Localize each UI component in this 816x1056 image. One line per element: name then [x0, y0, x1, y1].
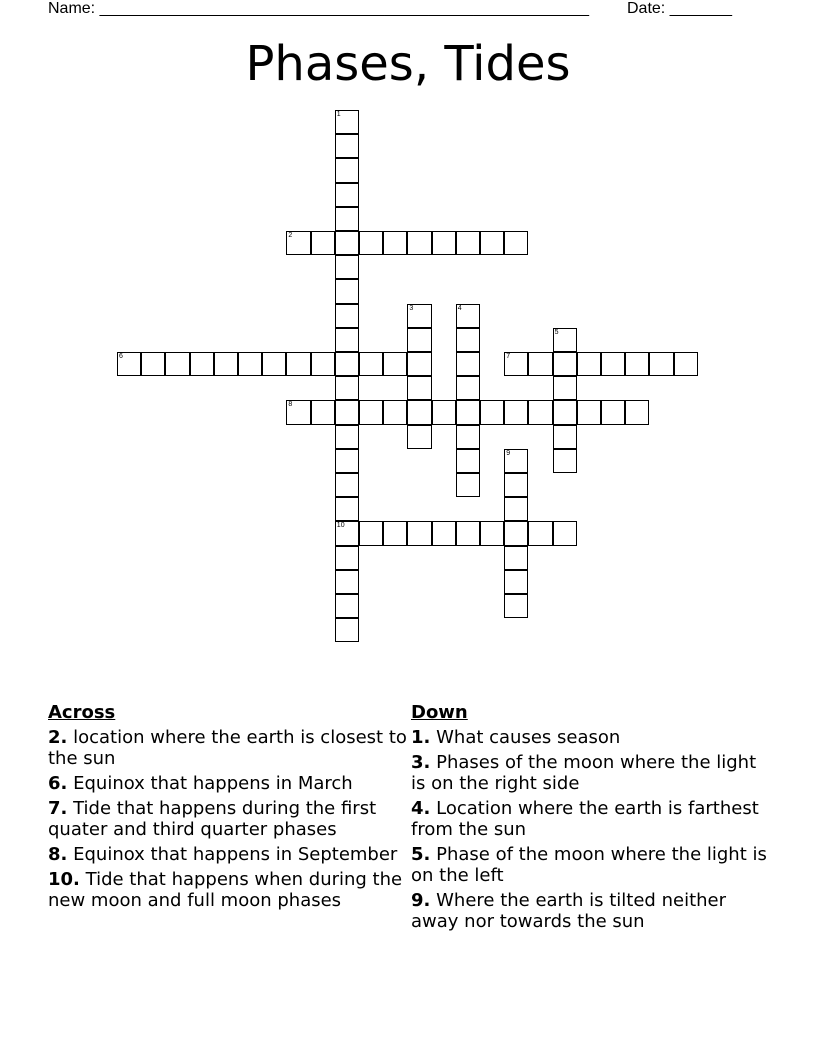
crossword-cell[interactable]	[504, 449, 528, 473]
crossword-cell[interactable]	[335, 376, 359, 400]
down-clue	[411, 727, 771, 748]
clue-number: 4.	[411, 798, 431, 819]
crossword-cell[interactable]	[456, 352, 480, 376]
clue-number-label: 3	[409, 304, 414, 312]
crossword-cell[interactable]	[335, 618, 359, 642]
clue-text: Phases of the moon where the light is on the right side	[411, 752, 757, 794]
clue-text: Equinox that happens in March	[73, 773, 353, 794]
crossword-cell[interactable]	[311, 400, 335, 424]
date-blank[interactable]: _______	[669, 0, 732, 17]
clue-number-label: 8	[288, 401, 293, 409]
crossword-cell[interactable]	[407, 352, 431, 376]
crossword-cell[interactable]	[359, 400, 383, 424]
across-clue	[48, 798, 408, 840]
down-heading: Down	[411, 702, 468, 723]
crossword-cell[interactable]	[432, 521, 456, 545]
crossword-cell[interactable]	[383, 521, 407, 545]
crossword-cell[interactable]	[456, 449, 480, 473]
crossword-cell[interactable]	[407, 425, 431, 449]
crossword-cell[interactable]	[480, 521, 504, 545]
crossword-cell[interactable]	[456, 231, 480, 255]
crossword-cell[interactable]	[359, 521, 383, 545]
crossword-cell[interactable]	[335, 473, 359, 497]
crossword-cell[interactable]	[262, 352, 286, 376]
clue-number: 8.	[48, 844, 68, 865]
crossword-cell[interactable]	[117, 352, 141, 376]
crossword-cell[interactable]	[335, 110, 359, 134]
crossword-cell[interactable]	[286, 400, 310, 424]
crossword-cell[interactable]	[335, 400, 359, 424]
crossword-cell[interactable]	[335, 279, 359, 303]
crossword-cell[interactable]	[577, 400, 601, 424]
crossword-cell[interactable]	[577, 352, 601, 376]
crossword-cell[interactable]	[504, 594, 528, 618]
crossword-cell[interactable]	[335, 352, 359, 376]
crossword-cell[interactable]	[407, 521, 431, 545]
crossword-cell[interactable]	[141, 352, 165, 376]
clue-number: 1.	[411, 727, 431, 748]
crossword-cell[interactable]	[335, 158, 359, 182]
crossword-cell[interactable]	[674, 352, 698, 376]
crossword-cell[interactable]	[335, 425, 359, 449]
crossword-cell[interactable]	[456, 473, 480, 497]
crossword-cell[interactable]	[504, 352, 528, 376]
clue-text: Tide that happens during the first quater and third quarter phases	[48, 798, 377, 840]
across-heading: Across	[48, 702, 116, 723]
down-clue	[411, 844, 771, 886]
crossword-cell[interactable]	[286, 231, 310, 255]
clue-number-label: 10	[336, 522, 345, 530]
down-clue	[411, 890, 771, 932]
down-clue	[411, 752, 771, 794]
across-clue	[48, 727, 408, 769]
crossword-cell[interactable]	[528, 521, 552, 545]
crossword-cell[interactable]	[335, 255, 359, 279]
crossword-cell[interactable]	[504, 400, 528, 424]
clue-number: 10.	[48, 869, 80, 890]
clue-text: Where the earth is tilted neither away nor towards the sun	[411, 890, 727, 932]
crossword-cell[interactable]	[528, 352, 552, 376]
crossword-cell[interactable]	[335, 207, 359, 231]
crossword-cell[interactable]	[625, 352, 649, 376]
crossword-cell[interactable]	[504, 473, 528, 497]
crossword-cell[interactable]	[335, 521, 359, 545]
crossword-cell[interactable]	[456, 328, 480, 352]
crossword-cell[interactable]	[407, 304, 431, 328]
crossword-cell[interactable]	[335, 546, 359, 570]
name-blank[interactable]: _______________________________________________________	[99, 0, 589, 17]
crossword-cell[interactable]	[335, 570, 359, 594]
page-title: Phases, Tides	[245, 36, 571, 92]
crossword-cell[interactable]	[456, 304, 480, 328]
crossword-cell[interactable]	[335, 594, 359, 618]
crossword-cell[interactable]	[432, 400, 456, 424]
crossword-cell[interactable]	[190, 352, 214, 376]
date-label: Date:	[627, 0, 666, 17]
clue-number-label: 1	[336, 111, 341, 118]
crossword-cell[interactable]	[504, 497, 528, 521]
clue-text: location where the earth is closest to the sun	[48, 727, 407, 769]
crossword-cell[interactable]	[335, 328, 359, 352]
crossword-cell[interactable]	[504, 570, 528, 594]
crossword-cell[interactable]	[553, 376, 577, 400]
clue-text: Phase of the moon where the light is on the left	[411, 844, 767, 886]
crossword-cell[interactable]	[165, 352, 189, 376]
crossword-cell[interactable]	[553, 328, 577, 352]
crossword-cell[interactable]	[456, 425, 480, 449]
crossword-cell[interactable]	[553, 449, 577, 473]
across-clues	[48, 702, 408, 915]
crossword-cell[interactable]	[383, 231, 407, 255]
clue-number-label: 6	[119, 353, 123, 360]
crossword-cell[interactable]	[359, 352, 383, 376]
crossword-cell[interactable]	[311, 231, 335, 255]
crossword-cell[interactable]	[456, 400, 480, 424]
clue-number: 6.	[48, 773, 68, 794]
crossword-cell[interactable]	[480, 400, 504, 424]
clue-text: Equinox that happens in September	[73, 844, 398, 865]
crossword-cell[interactable]	[335, 497, 359, 521]
crossword-cell[interactable]	[335, 304, 359, 328]
clue-number: 7.	[48, 798, 68, 819]
crossword-cell[interactable]	[504, 231, 528, 255]
across-clue	[48, 869, 408, 911]
clue-number-label: 7	[506, 353, 511, 360]
crossword-cell[interactable]	[335, 449, 359, 473]
crossword-cell[interactable]	[286, 352, 310, 376]
crossword-cell[interactable]	[407, 400, 431, 424]
clue-number-label: 9	[506, 449, 511, 457]
clue-text: Tide that happens when during the new moon and full moon phases	[48, 869, 403, 911]
crossword-cell[interactable]	[553, 425, 577, 449]
crossword-cell[interactable]	[504, 521, 528, 545]
clue-number: 3.	[411, 752, 431, 773]
across-clue	[48, 844, 408, 865]
clue-number: 9.	[411, 890, 431, 911]
crossword-cell[interactable]	[335, 134, 359, 158]
crossword-cell[interactable]	[601, 400, 625, 424]
crossword-cell[interactable]	[335, 183, 359, 207]
clue-number: 2.	[48, 727, 68, 748]
crossword-cell[interactable]	[553, 400, 577, 424]
crossword-cell[interactable]	[311, 352, 335, 376]
clue-text: Location where the earth is farthest from the sun	[411, 798, 759, 840]
name-label: Name:	[48, 0, 96, 17]
crossword-cell[interactable]	[625, 400, 649, 424]
clue-number: 5.	[411, 844, 431, 865]
down-clue	[411, 798, 771, 840]
crossword-cell[interactable]	[407, 231, 431, 255]
crossword-cell[interactable]	[214, 352, 238, 376]
crossword-cell[interactable]	[553, 521, 577, 545]
crossword-cell[interactable]	[383, 400, 407, 424]
crossword-cell[interactable]	[432, 231, 456, 255]
crossword-cell[interactable]	[359, 231, 383, 255]
crossword-cell[interactable]	[456, 521, 480, 545]
crossword-cell[interactable]	[407, 376, 431, 400]
down-clues	[411, 702, 771, 936]
across-clue	[48, 773, 408, 794]
crossword-cell[interactable]	[553, 352, 577, 376]
clue-number-label: 2	[288, 232, 293, 239]
clue-number-label: 5	[554, 328, 559, 336]
crossword-cell[interactable]	[649, 352, 673, 376]
clue-text: What causes season	[436, 727, 621, 748]
crossword-cell[interactable]	[504, 546, 528, 570]
crossword-cell[interactable]	[238, 352, 262, 376]
clue-number-label: 4	[457, 304, 462, 312]
crossword-cell[interactable]	[383, 352, 407, 376]
crossword-cell[interactable]	[601, 352, 625, 376]
crossword-cell[interactable]	[456, 376, 480, 400]
crossword-cell[interactable]	[335, 231, 359, 255]
crossword-cell[interactable]	[480, 231, 504, 255]
crossword-cell[interactable]	[407, 328, 431, 352]
crossword-cell[interactable]	[528, 400, 552, 424]
